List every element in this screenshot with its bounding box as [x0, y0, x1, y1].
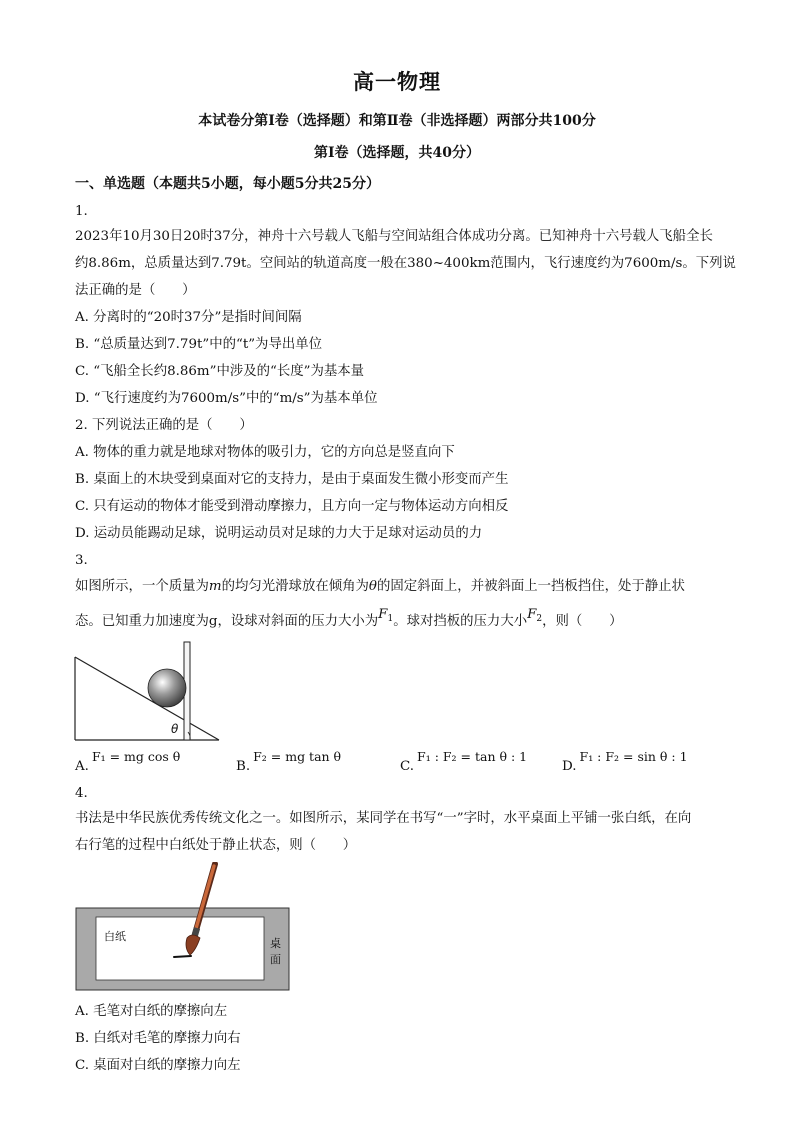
q3-stem-text: 的均匀光滑球放在倾角为 [221, 579, 369, 594]
q1-option-b[interactable]: B. “总质量达到7.79t”中的“t”为导出单位 [75, 337, 322, 352]
q1-number: 1. [75, 204, 88, 219]
q1-stem-line: 2023年10月30日20时37分，神舟十六号载人飞船与空间站组合体成功分离。已知神舟十六号载人飞船全长 [75, 229, 713, 244]
q2-option-a[interactable]: A. 物体的重力就是地球对物体的吸引力，它的方向总是竖直向下 [75, 445, 455, 460]
q3-stem-line [75, 578, 685, 596]
q3-f1-symbol: $F_1$ [378, 607, 394, 624]
white-paper [96, 917, 264, 980]
q3-number: 3. [75, 553, 88, 568]
q4-option-c[interactable]: C. 桌面对白纸的摩擦力向左 [75, 1058, 241, 1073]
q2-option-c[interactable]: C. 只有运动的物体才能受到滑动摩擦力，且方向一定与物体运动方向相反 [75, 499, 509, 514]
q3-stem-text: 态。已知重力加速度为g，设球对斜面的压力大小为 [75, 614, 379, 629]
q2-option-d[interactable]: D. 运动员能踢动足球，说明运动员对足球的力大于足球对运动员的力 [75, 526, 483, 541]
desk-label-top: 桌 [270, 937, 281, 950]
q4-stem-line: 书法是中华民族优秀传统文化之一。如图所示，某同学在书写“一”字时，水平桌面上平铺一张白纸，在向 [75, 811, 692, 826]
q3-theta-symbol: θ [368, 579, 377, 594]
part-title: 第Ⅰ卷（选择题，共40分） [313, 145, 481, 161]
q3-incline-figure [72, 640, 224, 744]
q3-stem-text: 的固定斜面上，并被斜面上一挡板挡住，处于静止状 [376, 579, 685, 594]
incline-slope [75, 657, 219, 740]
q1-option-a[interactable]: A. 分离时的“20时37分”是指时间间隔 [75, 310, 302, 325]
q3-option-d-formula: F₁ : F₂ = sin θ : 1 [579, 749, 688, 764]
q3-option-d[interactable]: D.F₁ : F₂ = sin θ : 1 [562, 749, 688, 774]
q3-f2-symbol: $F_2$ [527, 607, 543, 624]
q4-number: 4. [75, 786, 88, 801]
q1-stem-line: 法正确的是（ ） [75, 283, 196, 298]
q4-option-a[interactable]: A. 毛笔对白纸的摩擦向左 [75, 1004, 228, 1019]
q2-option-b[interactable]: B. 桌面上的木块受到桌面对它的支持力，是由于桌面发生微小形变而产生 [75, 472, 509, 487]
q3-stem-line [75, 607, 623, 635]
q4-option-b[interactable]: B. 白纸对毛笔的摩擦力向右 [75, 1031, 241, 1046]
exam-subtitle: 本试卷分第Ⅰ卷（选择题）和第Ⅱ卷（非选择题）两部分共100分 [198, 113, 596, 129]
q3-stem-text: 。球对挡板的压力大小 [393, 614, 528, 629]
q1-option-c[interactable]: C. “飞船全长约8.86m”中涉及的“长度”为基本量 [75, 364, 365, 379]
angle-label: θ [171, 722, 179, 736]
q1-stem-line: 约8.86m，总质量达到7.79t。空间站的轨道高度一般在380~400km范围内，飞行速度约为7600m/s。下列说 [75, 256, 736, 271]
q3-option-c-formula: F₁ : F₂ = tan θ : 1 [417, 749, 528, 764]
desk-label-bottom: 面 [270, 953, 281, 966]
q2-stem: 2. 下列说法正确的是（ ） [75, 418, 253, 433]
q3-stem-text: ，则（ ） [542, 614, 623, 629]
q4-calligraphy-figure [74, 862, 292, 992]
exam-title: 高一物理 [353, 69, 441, 94]
q3-option-a[interactable]: A.F₁ = mg cos θ [75, 749, 181, 774]
paper-label: 白纸 [104, 930, 126, 943]
q3-option-b[interactable]: B.F₂ = mg tan θ [236, 749, 342, 774]
q3-mass-symbol: m [208, 579, 222, 594]
section-title: 一、单选题（本题共5小题，每小题5分共25分） [75, 176, 380, 192]
q4-stem-line: 右行笔的过程中白纸处于静止状态，则（ ） [75, 838, 357, 853]
q1-option-d[interactable]: D. “飞行速度约为7600m/s”中的“m/s”为基本单位 [75, 391, 378, 406]
q3-option-b-formula: F₂ = mg tan θ [253, 749, 342, 764]
ink-stroke [174, 956, 191, 957]
ball [148, 669, 186, 707]
q3-option-a-formula: F₁ = mg cos θ [91, 749, 181, 764]
q3-option-c[interactable]: C.F₁ : F₂ = tan θ : 1 [400, 749, 528, 774]
q3-stem-text: 如图所示，一个质量为 [75, 579, 209, 594]
